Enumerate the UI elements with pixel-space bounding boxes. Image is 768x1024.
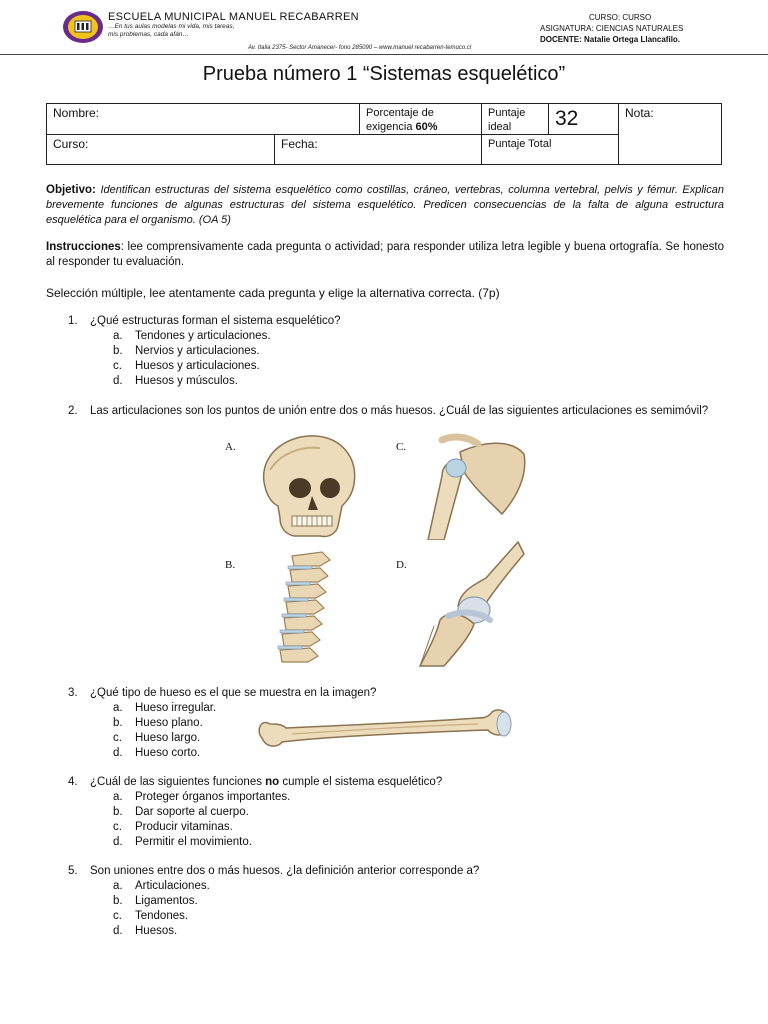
option-d[interactable]: d. Huesos y músculos.	[113, 375, 238, 387]
shoulder-joint-image[interactable]	[412, 428, 537, 540]
option-b[interactable]: b. Hueso plano.	[113, 717, 203, 729]
question-2: 2. Las articulaciones son los puntos de unión entre dos o más huesos. ¿Cuál de las siguientes articulaciones es semimóvil?	[68, 405, 709, 417]
school-name: ESCUELA MUNICIPAL MANUEL RECABARREN	[108, 11, 359, 23]
option-a[interactable]: a. Hueso irregular.	[113, 702, 217, 714]
instrucciones-label: Instrucciones	[46, 241, 121, 253]
option-a[interactable]: a. Proteger órganos importantes.	[113, 791, 291, 803]
student-info-table	[46, 103, 722, 165]
puntaje-ideal-label: Puntaje ideal	[482, 104, 549, 135]
image-label-a: A.	[225, 441, 236, 453]
question-5: 5. Son uniones entre dos o más huesos. ¿la definición anterior corresponde a?	[68, 865, 480, 877]
fecha-field[interactable]: Fecha:	[275, 135, 482, 164]
puntaje-total-field: Puntaje Total	[482, 135, 619, 164]
option-d[interactable]: d. Huesos.	[113, 925, 178, 937]
nota-field[interactable]: Nota:	[625, 106, 654, 120]
option-c[interactable]: c. Tendones.	[113, 910, 189, 922]
image-label-b: B.	[225, 559, 236, 571]
question-3: 3. ¿Qué tipo de hueso es el que se muestra en la imagen?	[68, 687, 377, 699]
question-5-options	[113, 879, 210, 939]
long-bone-image[interactable]	[252, 702, 514, 754]
instrucciones-text: : lee comprensivamente cada pregunta o actividad; para responder utiliza letra legible y buena ortografía. Se honesto al responder tu evaluación.	[46, 241, 724, 268]
option-b[interactable]: b. Dar soporte al cuerpo.	[113, 806, 249, 818]
question-1-options	[113, 329, 271, 389]
objetivo-paragraph	[46, 183, 724, 228]
option-c[interactable]: c. Huesos y articulaciones.	[113, 360, 260, 372]
skull-image[interactable]	[250, 430, 362, 542]
section-heading: Selección múltiple, lee atentamente cada pregunta y elige la alternativa correcta. (7p)	[46, 286, 500, 300]
school-motto: …En tus aulas modelas mi vida, mis tareas, mis problemas, cada afán…	[108, 23, 235, 38]
porcentaje-value: 60%	[415, 121, 438, 133]
image-label-c: C.	[396, 441, 407, 453]
option-d[interactable]: d. Permitir el movimiento.	[113, 836, 252, 848]
question-4-options	[113, 790, 290, 850]
porcentaje-cell: Porcentaje de exigencia 60%	[360, 104, 482, 135]
vertebrae-image[interactable]	[260, 548, 348, 666]
header-divider	[0, 54, 768, 55]
docente-text: DOCENTE: Natalie Ortega Llancafilo.	[540, 35, 681, 44]
nombre-field[interactable]: Nombre:	[47, 104, 360, 135]
school-address: Av. Italia 2375- Sector Amanecer- fono 285090 – www.manuel recabarren-temuco.cl	[248, 45, 472, 51]
question-1: 1. ¿Qué estructuras forman el sistema esquelético?	[68, 315, 341, 327]
course-info	[540, 12, 683, 45]
option-c[interactable]: c. Producir vitaminas.	[113, 821, 233, 833]
option-b[interactable]: b. Nervios y articulaciones.	[113, 345, 260, 357]
curso-field[interactable]: Curso:	[47, 135, 275, 164]
question-4: 4. ¿Cuál de las siguientes funciones no cumple el sistema esquelético?	[68, 776, 443, 788]
asignatura-text: ASIGNATURA: CIENCIAS NATURALES	[540, 24, 684, 33]
option-b[interactable]: b. Ligamentos.	[113, 895, 198, 907]
question-3-options	[113, 701, 216, 761]
image-label-d: D.	[396, 559, 407, 571]
option-a[interactable]: a. Articulaciones.	[113, 880, 210, 892]
puntaje-ideal-value: 32	[549, 104, 619, 135]
curso-text: CURSO: CURSO	[589, 13, 652, 22]
option-a[interactable]: a. Tendones y articulaciones.	[113, 330, 271, 342]
instrucciones-paragraph	[46, 240, 724, 270]
objetivo-label: Objetivo:	[46, 184, 96, 196]
option-c[interactable]: c. Hueso largo.	[113, 732, 201, 744]
objetivo-text: Identifican estructuras del sistema esquelético como costillas, cráneo, vertebras, columna vertebral, pelvis y fémur. Explican brevemente funciones de algunas estructuras del sistema esquelético. Predicen consecuencias de la falta de alguna estructura esquelética para el organismo. (OA 5)	[46, 184, 724, 226]
page-title: Prueba número 1 “Sistemas esquelético”	[202, 63, 566, 85]
option-d[interactable]: d. Hueso corto.	[113, 747, 201, 759]
school-logo	[62, 10, 104, 44]
